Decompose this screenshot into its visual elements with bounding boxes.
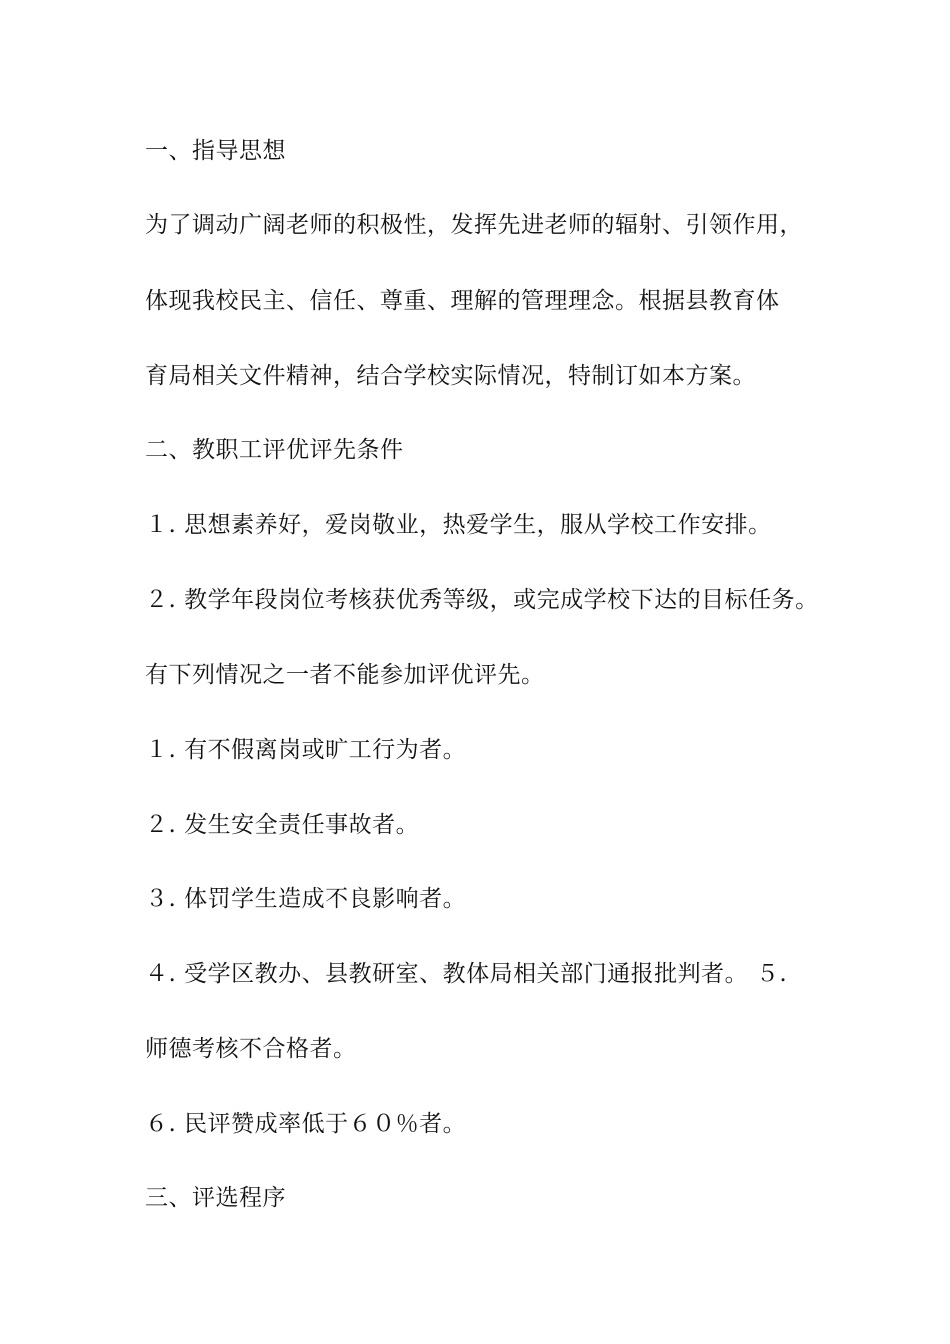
list-item: ４. 受学区教办、县教研室、教体局相关部门通报批判者。 ５.: [145, 961, 788, 987]
paragraph-line: 育局相关文件精神，结合学校实际情况，特制订如本方案。: [145, 363, 756, 389]
list-item-continuation: 师德考核不合格者。: [145, 1036, 357, 1062]
paragraph-line: 有下列情况之一者不能参加评优评先。: [145, 662, 545, 688]
paragraph-line: 体现我校民主、信任、尊重、理解的管理理念。根据县教育体: [145, 288, 780, 314]
section-heading-3: 三、评选程序: [145, 1185, 286, 1211]
list-item: ２. 教学年段岗位考核获优秀等级，或完成学校下达的目标任务。: [145, 587, 819, 613]
list-item: １. 思想素养好，爱岗敬业，热爱学生，服从学校工作安排。: [145, 512, 772, 538]
section-heading-2: 二、教职工评优评先条件: [145, 437, 404, 463]
list-item: ２. 发生安全责任事故者。: [145, 812, 420, 838]
paragraph-line: 为了调动广阔老师的积极性，发挥先进老师的辐射、引领作用，: [145, 212, 803, 238]
list-item: ６. 民评赞成率低于６０％者。: [145, 1111, 467, 1137]
list-item: １. 有不假离岗或旷工行为者。: [145, 737, 467, 763]
section-heading-1: 一、指导思想: [145, 138, 286, 164]
list-item: ３. 体罚学生造成不良影响者。: [145, 886, 467, 912]
